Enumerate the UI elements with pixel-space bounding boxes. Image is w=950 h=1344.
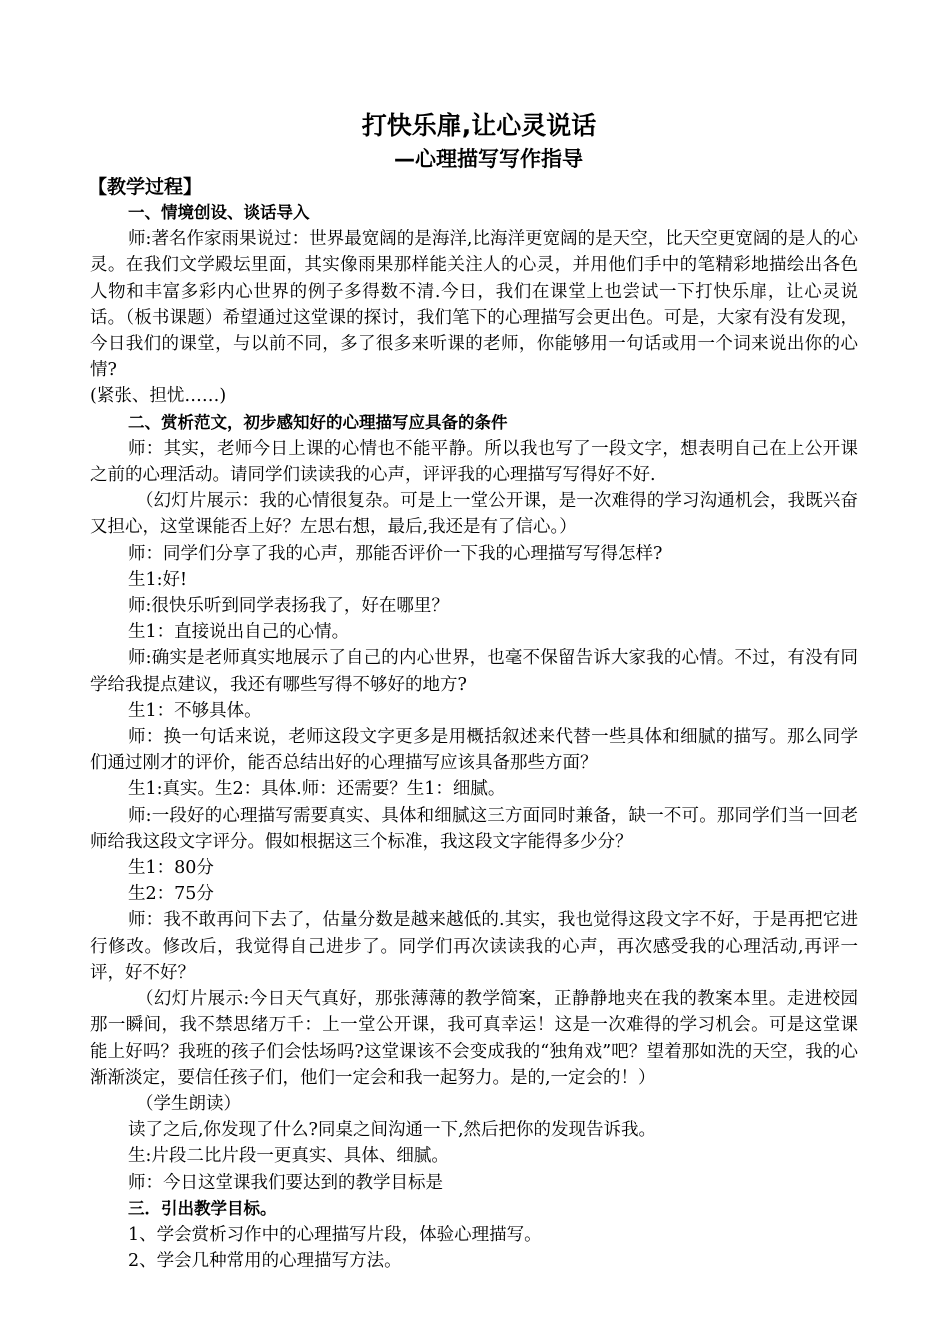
section-label: 【教学过程】: [88, 176, 203, 198]
paragraph: 师：其实，老师今日上课的心情也不能平静。所以我也写了一段文字，想表明自己在上公开课之前的心理活动。请同学们读读我的心声，评评我的心理描写写得好不好.: [90, 438, 858, 486]
paragraph: 生1：80分: [128, 858, 214, 879]
paragraph: 师：今日这堂课我们要达到的教学目标是: [128, 1172, 443, 1193]
document-body: [90, 200, 858, 1274]
paragraph: 师：同学们分享了我的心声，那能否评价一下我的心理描写写得怎样?: [128, 543, 663, 564]
section-heading: 一、情境创设、谈话导入: [128, 203, 310, 222]
paragraph: 师：换一句话来说，老师这段文字更多是用概括叙述来代替一些具体和细腻的描写。那么同学们通过刚才的评价，能否总结出好的心理描写应该具备那些方面？: [90, 727, 858, 774]
paragraph: （学生朗读）: [136, 1093, 241, 1114]
paragraph: 生1:真实。生2：具体.师：还需要？生1：细腻。: [128, 779, 506, 800]
section-heading: 二、赏析范文，初步感知好的心理描写应具备的条件: [128, 412, 508, 432]
paragraph: 生:片段二比片段一更真实、具体、细腻。: [128, 1146, 449, 1167]
paragraph: 生2：75分: [128, 884, 214, 905]
paragraph: 生1：不够具体。: [128, 700, 262, 721]
paragraph: 生1：直接说出自己的心情。: [128, 622, 350, 643]
paragraph: （幻灯片展示:今日天气真好，那张薄薄的教学简案，正静静地夹在我的教案本里。走进校园那一瞬间，我不禁思绪万千：上一堂公开课，我可真幸运！这是一次难得的学习机会。可是这堂课能上好吗？我班的孩子们会怯场吗?这堂课该不会变成我的“独角戏”吧？望着那如洗的天空，我的心渐渐淡定，要信任孩子们，他们一定会和我一起努力。是的,一定会的！）: [90, 989, 858, 1088]
paragraph: 师:著名作家雨果说过：世界最宽阔的是海洋,比海洋更宽阔的是天空，比天空更宽阔的是人的心灵。在我们文学殿坛里面，其实像雨果那样能关注人的心灵，并用他们手中的笔精彩地描绘出各色人物和丰富多彩内心世界的例子多得数不清.今日，我们在课堂上也尝试一下打快乐扉，让心灵说话。（板书课题）希望通过这堂课的探讨，我们笔下的心理描写会更出色。可是，大家有没有发现，今日我们的课堂，与以前不同，多了很多来听课的老师，你能够用一句话或用一个词来说出你的心情?: [90, 229, 858, 381]
paragraph: 师:确实是老师真实地展示了自己的内心世界，也毫不保留告诉大家我的心情。不过，有没有同学给我提点建议，我还有哪些写得不够好的地方?: [90, 648, 858, 695]
paragraph: 1、学会赏析习作中的心理描写片段，体验心理描写。: [128, 1224, 542, 1245]
paragraph: 师:一段好的心理描写需要真实、具体和细腻这三方面同时兼备，缺一不可。那同学们当一回老师给我这段文字评分。假如根据这三个标准，我这段文字能得多少分？: [90, 805, 858, 852]
paragraph: （幻灯片展示：我的心情很复杂。可是上一堂公开课，是一次难得的学习沟通机会，我既兴奋又担心，这堂课能否上好？左思右想，最后,我还是有了信心。）: [90, 491, 858, 538]
document-title: 打快乐扉,让心灵说话: [361, 111, 597, 140]
paragraph: (紧张、担忧……): [90, 386, 227, 407]
paragraph: 生1:好!: [128, 569, 188, 590]
section-heading: 三．引出教学目标。: [128, 1198, 277, 1218]
paragraph: 2、学会几种常用的心理描写方法。: [128, 1251, 402, 1272]
paragraph: 读了之后,你发现了什么?同桌之间沟通一下,然后把你的发现告诉我。: [128, 1120, 657, 1141]
document-subtitle: —心理描写写作指导: [394, 147, 583, 171]
paragraph: 师:很快乐听到同学表扬我了，好在哪里？: [128, 596, 449, 617]
paragraph: 师：我不敢再问下去了，估量分数是越来越低的.其实，我也觉得这段文字不好，于是再把它进行修改。修改后，我觉得自己进步了。同学们再次读读我的心声，再次感受我的心理活动,再评一评，好不好？: [90, 910, 858, 983]
